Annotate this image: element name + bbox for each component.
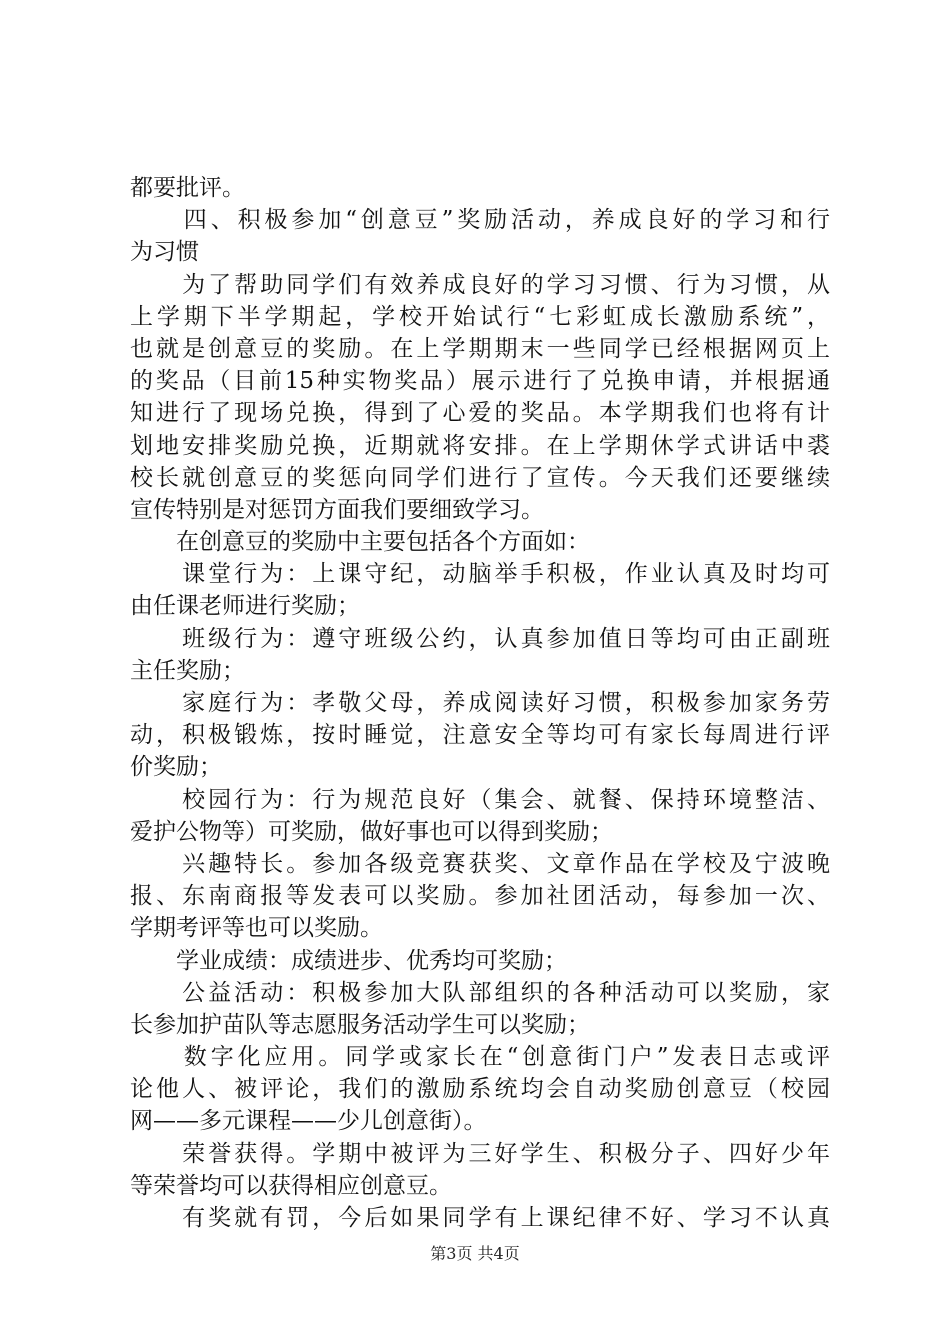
text-line: 课堂行为：上课守纪，动脑举手积极，作业认真及时均可: [130, 561, 830, 588]
text-line: 爱护公物等）可奖励，做好事也可以得到奖励；: [130, 818, 613, 845]
text-line: 长参加护苗队等志愿服务活动学生可以奖励；: [130, 1011, 590, 1038]
text-line: 等荣誉均可以获得相应创意豆。: [130, 1172, 452, 1199]
text-line: 划地安排奖励兑换，近期就将安排。在上学期休学式讲话中裘: [130, 432, 830, 459]
text-line: 价奖励；: [130, 754, 222, 781]
text-line: 荣誉获得。学期中被评为三好学生、积极分子、四好少年: [130, 1140, 830, 1167]
body-text: [130, 172, 830, 1234]
text-line: 学期考评等也可以奖励。: [130, 915, 383, 942]
text-line: 上学期下半学期起，学校开始试行“七彩虹成长激励系统”，: [130, 303, 830, 330]
text-line: 报、东南商报等发表可以奖励。参加社团活动，每参加一次、: [130, 883, 830, 910]
text-line: 班级行为：遵守班级公约，认真参加值日等均可由正副班: [130, 625, 830, 652]
text-line: 校园行为：行为规范良好（集会、就餐、保持环境整洁、: [130, 786, 830, 813]
text-line: 宣传特别是对惩罚方面我们要细致学习。: [130, 496, 544, 523]
text-line: 为习惯: [130, 239, 199, 266]
page-footer: 第3页 共4页: [430, 1244, 520, 1263]
text-line: 也就是创意豆的奖励。在上学期期末一些同学已经根据网页上: [130, 335, 830, 362]
text-line: 由任课老师进行奖励；: [130, 593, 360, 620]
text-line: 校长就创意豆的奖惩向同学们进行了宣传。今天我们还要继续: [130, 464, 830, 491]
text-line: 论他人、被评论，我们的激励系统均会自动奖励创意豆（校园: [130, 1076, 830, 1103]
text-line: 公益活动：积极参加大队部组织的各种活动可以奖励，家: [130, 979, 830, 1006]
text-line: 在创意豆的奖励中主要包括各个方面如：: [130, 529, 590, 556]
text-line: 数字化应用。同学或家长在“创意街门户”发表日志或评: [130, 1044, 830, 1071]
text-line: 知进行了现场兑换，得到了心爱的奖品。本学期我们也将有计: [130, 400, 830, 427]
text-line: 网——多元课程——少儿创意街）。: [130, 1108, 487, 1135]
text-line: 为了帮助同学们有效养成良好的学习习惯、行为习惯，从: [130, 271, 830, 298]
text-line: 兴趣特长。参加各级竞赛获奖、文章作品在学校及宁波晚: [130, 850, 830, 877]
text-line: 有奖就有罚，今后如果同学有上课纪律不好、学习不认真: [130, 1205, 830, 1231]
text-line: 四、积极参加“创意豆”奖励活动，养成良好的学习和行: [130, 207, 830, 234]
text-line: 家庭行为：孝敬父母，养成阅读好习惯，积极参加家务劳: [130, 690, 830, 716]
text-line: 主任奖励；: [130, 657, 245, 684]
text-line: 的奖品（目前15种实物奖品）展示进行了兑换申请，并根据通: [130, 368, 830, 395]
text-line: 都要批评。: [130, 175, 245, 201]
text-line: 动，积极锻炼，按时睡觉，注意安全等均可有家长每周进行评: [130, 722, 830, 749]
text-line: 学业成绩：成绩进步、优秀均可奖励；: [130, 947, 567, 974]
